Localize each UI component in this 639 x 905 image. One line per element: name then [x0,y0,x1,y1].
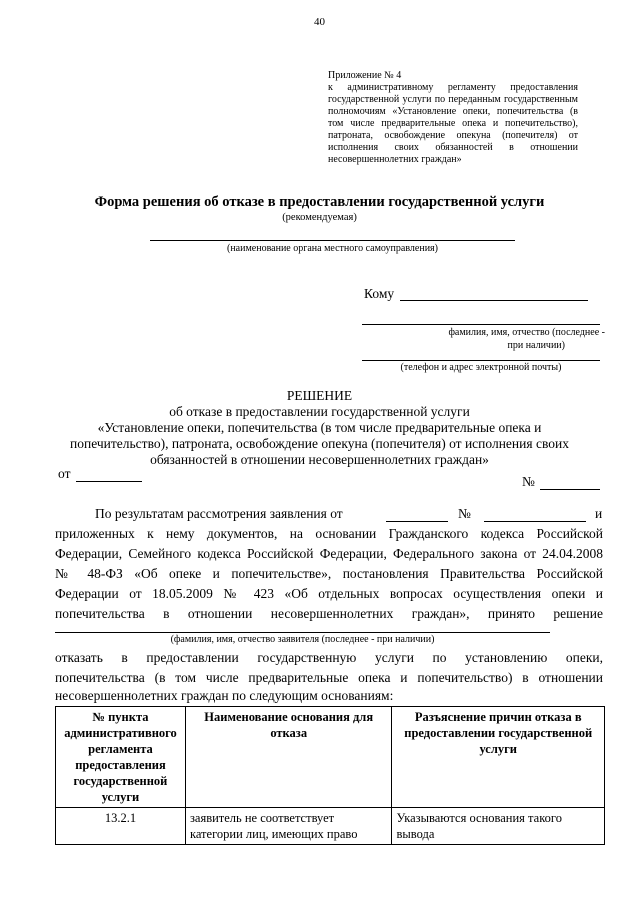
authority-caption: (наименование органа местного самоуправления) [226,243,438,254]
table-cell-clause: 13.2.1 [56,808,186,845]
applicant-name-line [55,632,550,633]
appendix-block [328,70,578,166]
column-header-ground: Наименование основания для отказа [185,707,392,808]
decision-number-label: № [522,474,535,489]
body-p1-no: № [458,506,471,521]
appendix-title: Приложение № 4 [328,70,402,81]
recipient-to-line [400,300,588,301]
column-header-clause: № пункта административного регламента предоставления государственной услуги [56,707,186,808]
recipient-name-line [362,324,600,325]
form-title: Форма решения об отказе в предоставлении государственной услуги [94,194,545,210]
decision-line-1: об отказе в предоставлении государственной услуги [169,404,470,419]
body-p2-line-1: отказать в предоставлении государственную услуги по установлению опеки, [55,650,603,665]
decision-date-line [76,481,142,482]
form-subtitle: (рекомендуемая) [282,212,357,223]
authority-name-line [150,240,515,241]
table-cell-explanation: Указываются основания такого вывода [392,808,605,845]
body-p1-start: По результатам рассмотрения заявления от [95,506,343,521]
recipient-name-caption-2: при наличии) [507,340,565,351]
body-p1-line-5: Федерации от 18.05.2009 № 423 «Об отдельных вопросах осуществления опеки и [55,586,603,601]
decision-heading: РЕШЕНИЕ [286,388,353,403]
decision-line-2: «Установление опеки, попечительства (в том числе предварительные опека и [97,420,542,435]
decision-from-label: от [58,466,71,481]
body-p1-line-6: попечительства в отношении несовершеннолетних граждан», принято решение [55,606,603,621]
recipient-contacts-caption: (телефон и адрес электронной почты) [400,362,562,373]
body-p2-line-3: несовершеннолетних граждан по следующим основаниям: [55,688,394,703]
decision-line-3: попечительство), патроната, освобождение опекуна (попечителя) от исполнения своих [70,436,569,451]
body-p1-and: и [595,506,603,521]
body-p2-line-2: попечительства (в том числе предварительные опека и попечительство) в отношении [55,670,603,685]
appendix-text: к административному регламенту предоставления государственной услуги по переданным государственным полномочиям «Установление опеки, попечительства (в том числе предварительные опека и попечительство), патроната, освобождение опекуна (попечителя) от исполнения своих обязанностей в отношении несовершеннолетних граждан» [328,82,578,165]
body-p1-line-2: приложенных к нему документов, на основании Гражданского кодекса Российской [55,526,603,541]
body-p1-line-4: № 48-ФЗ «Об опеке и попечительстве», постановления Правительства Российской [55,566,603,581]
application-date-line [386,521,448,522]
table-header-row [56,707,605,808]
recipient-name-caption-1: фамилия, имя, отчество (последнее - [448,327,605,338]
table-row [56,808,605,845]
recipient-to-label: Кому [364,286,395,301]
table-cell-ground: заявитель не соответствует категории лиц, имеющих право [185,808,392,845]
page-number: 40 [314,16,325,28]
applicant-caption: (фамилия, имя, отчество заявителя (последнее - при наличии) [170,634,435,645]
application-number-line [484,521,586,522]
decision-number-line [540,489,600,490]
decision-line-4: обязанностей в отношении несовершеннолетних граждан» [150,452,489,467]
column-header-explanation: Разъяснение причин отказа в предоставлении государственной услуги [392,707,605,808]
recipient-contacts-line [362,360,600,361]
refusal-grounds-table [55,706,605,845]
body-p1-line-3: Федерации, Семейного кодекса Российской Федерации, Федерального закона от 24.04.2008 [55,546,603,561]
